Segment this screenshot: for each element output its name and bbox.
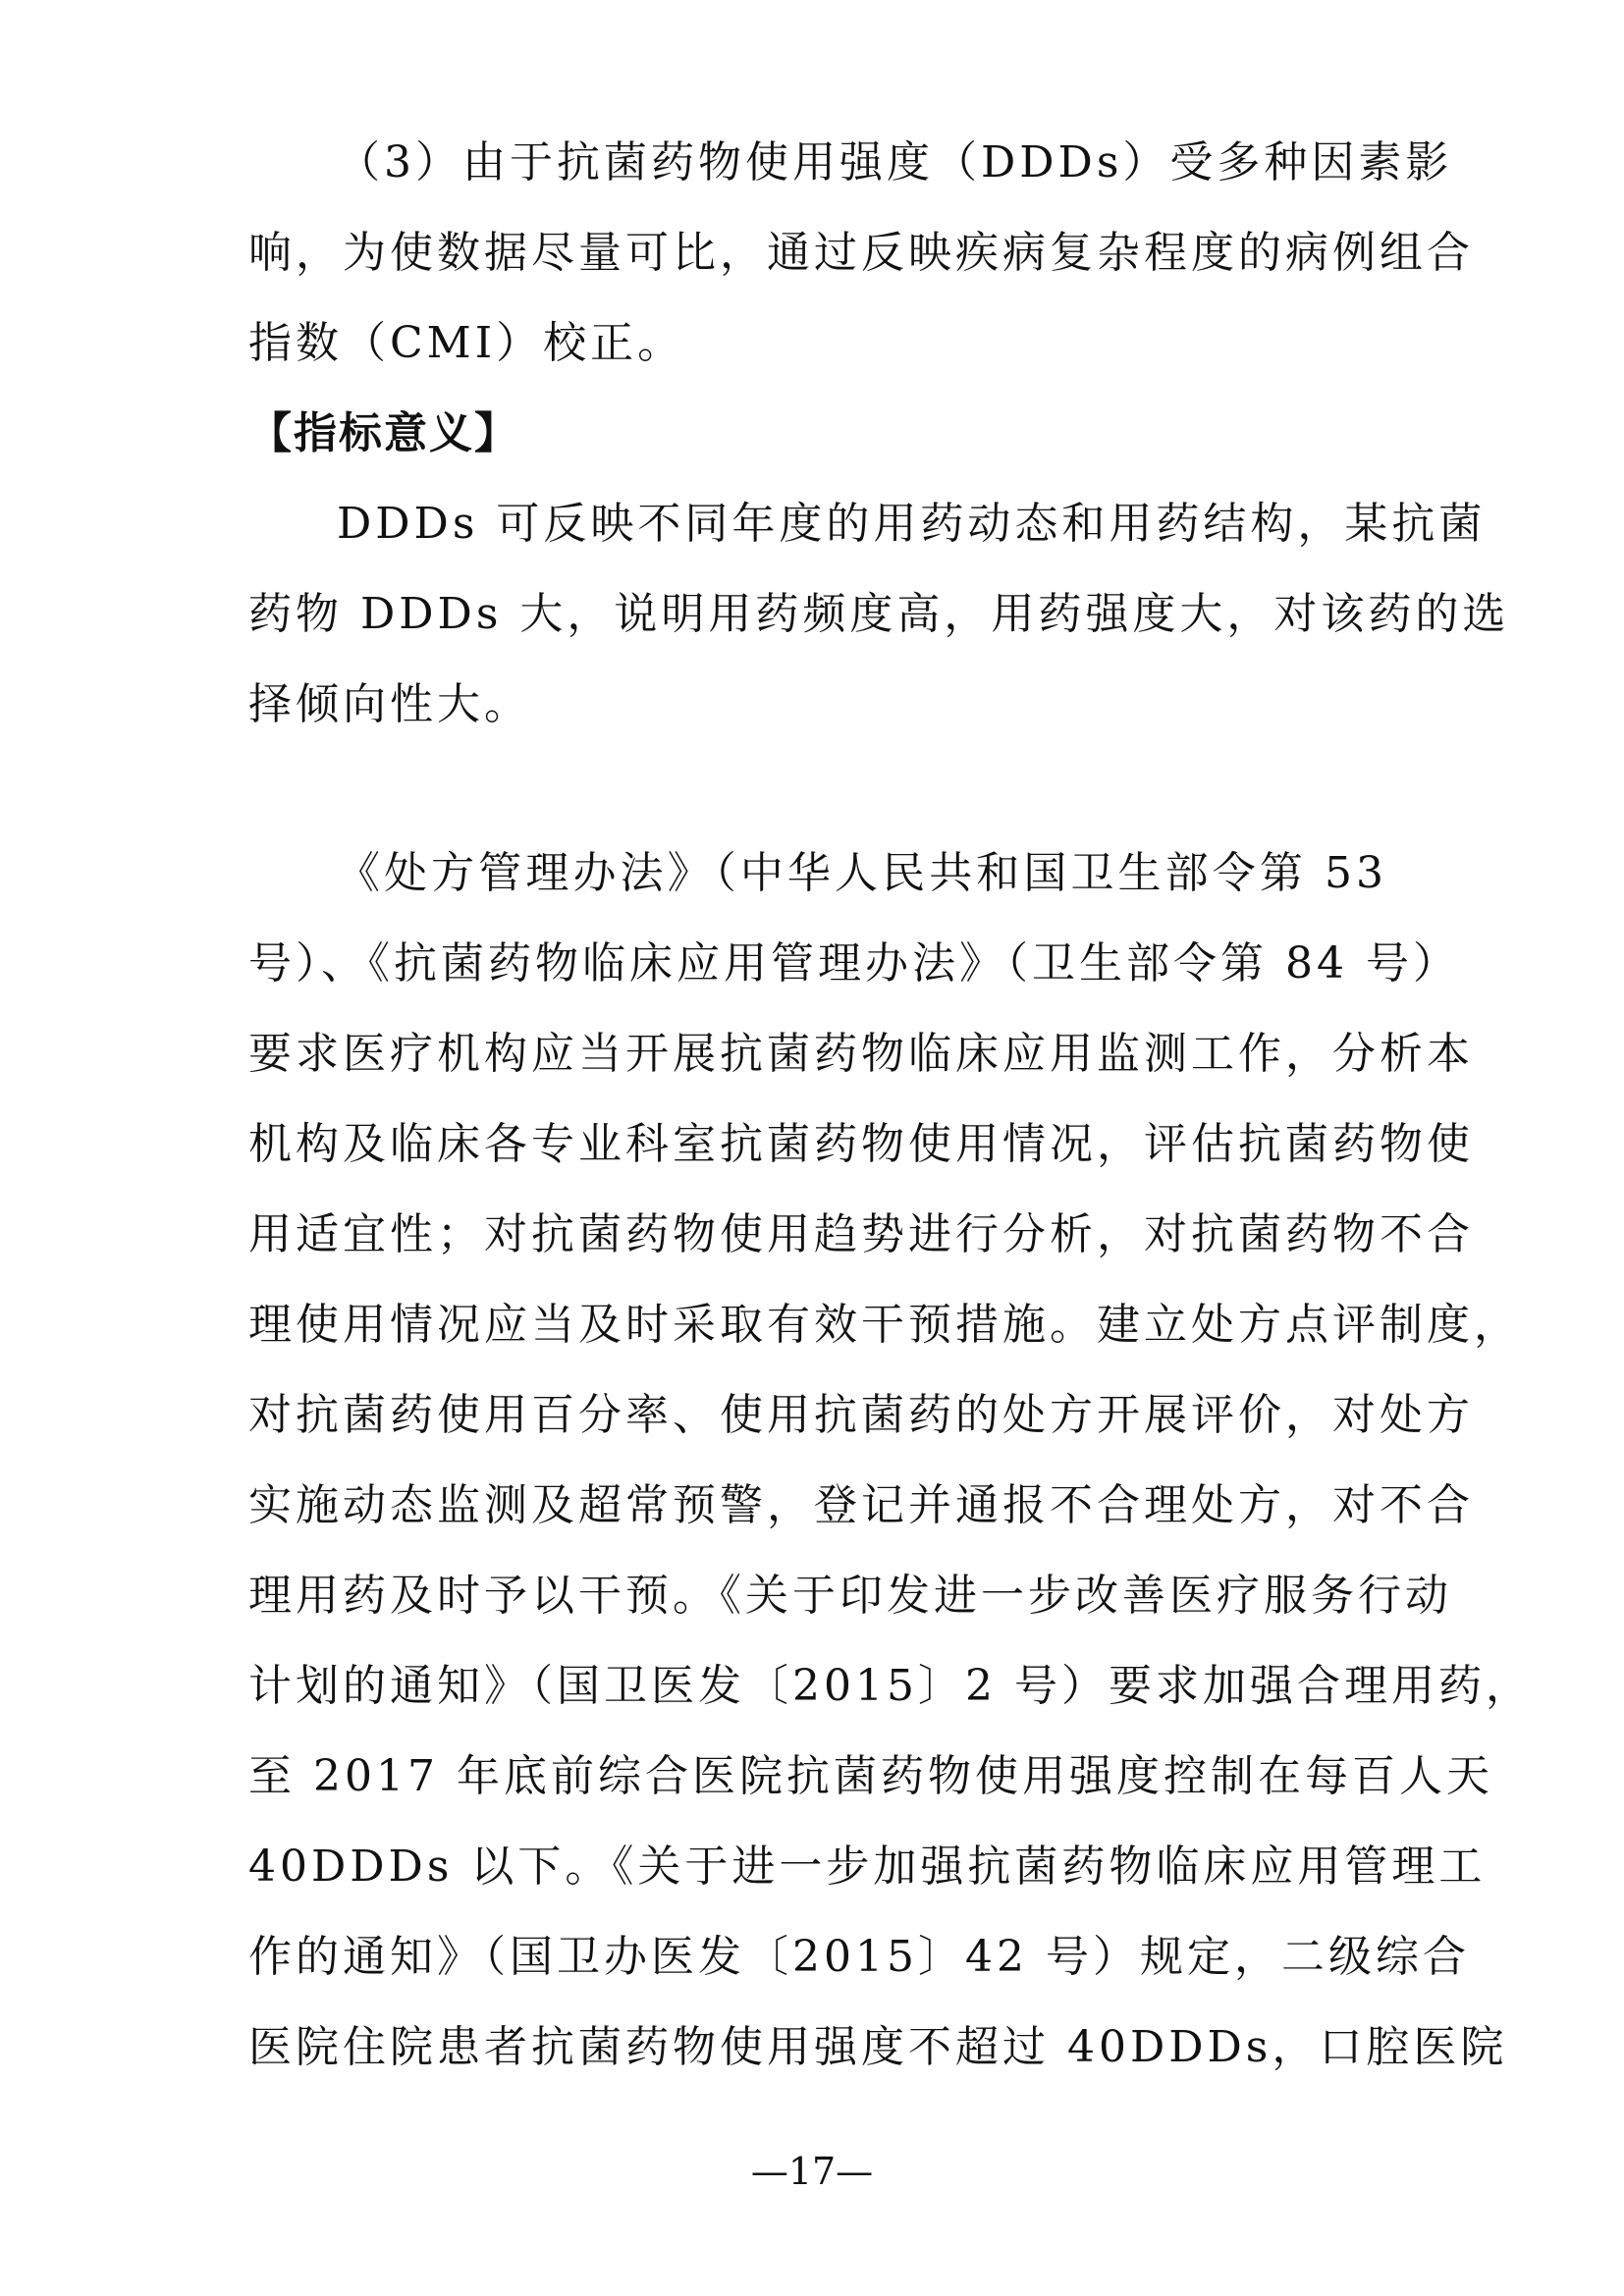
paragraph-cmi-line-1: （3）由于抗菌药物使用强度（DDDs）受多种因素影 <box>337 137 1453 187</box>
paragraph-regulations-line-3: 要求医疗机构应当开展抗菌药物临床应用监测工作，分析本 <box>248 1029 1474 1079</box>
paragraph-regulations-line-10: 计划的通知》（国卫医发〔2015〕2 号）要求加强合理用药， <box>248 1661 1533 1711</box>
paragraph-regulations-line-13: 作的通知》（国卫办医发〔2015〕42 号）规定，二级综合 <box>248 1932 1470 1982</box>
paragraph-regulations-line-6: 理使用情况应当及时采取有效干预措施。建立处方点评制度， <box>248 1300 1521 1350</box>
section-heading: 【指标意义】 <box>248 408 519 458</box>
paragraph-regulations-line-2: 号）、《抗菌药物临床应用管理办法》（卫生部令第 84 号） <box>248 938 1460 988</box>
paragraph-regulations-line-9: 理用药及时予以干预。《关于印发进一步改善医疗服务行动 <box>248 1571 1452 1621</box>
paragraph-cmi-line-3: 指数（CMI）校正。 <box>248 318 685 368</box>
paragraph-regulations-line-7: 对抗菌药使用百分率、使用抗菌药的处方开展评价，对处方 <box>248 1390 1474 1440</box>
paragraph-regulations-line-14: 医院住院患者抗菌药物使用强度不超过 40DDDs，口腔医院 <box>248 2022 1508 2072</box>
page-number: —17— <box>750 2150 874 2193</box>
paragraph-regulations-line-8: 实施动态监测及超常预警，登记并通报不合理处方，对不合 <box>248 1480 1474 1530</box>
paragraph-meaning-line-1: DDDs 可反映不同年度的用药动态和用药结构，某抗菌 <box>337 499 1487 549</box>
paragraph-regulations-line-1: 《处方管理办法》（中华人民共和国卫生部令第 53 <box>337 848 1387 898</box>
paragraph-regulations-line-4: 机构及临床各专业科室抗菌药物使用情况，评估抗菌药物使 <box>248 1119 1474 1169</box>
paragraph-regulations-line-11: 至 2017 年底前综合医院抗菌药物使用强度控制在每百人天 <box>248 1751 1493 1801</box>
paragraph-regulations-line-12: 40DDDs 以下。《关于进一步加强抗菌药物临床应用管理工 <box>248 1842 1487 1892</box>
paragraph-cmi-line-2: 响，为使数据尽量可比，通过反映疾病复杂程度的病例组合 <box>248 228 1474 278</box>
paragraph-regulations-line-5: 用适宜性；对抗菌药物使用趋势进行分析，对抗菌药物不合 <box>248 1209 1474 1259</box>
paragraph-meaning-line-3: 择倾向性大。 <box>248 679 531 729</box>
paragraph-meaning-line-2: 药物 DDDs 大，说明用药频度高，用药强度大，对该药的选 <box>248 589 1510 639</box>
